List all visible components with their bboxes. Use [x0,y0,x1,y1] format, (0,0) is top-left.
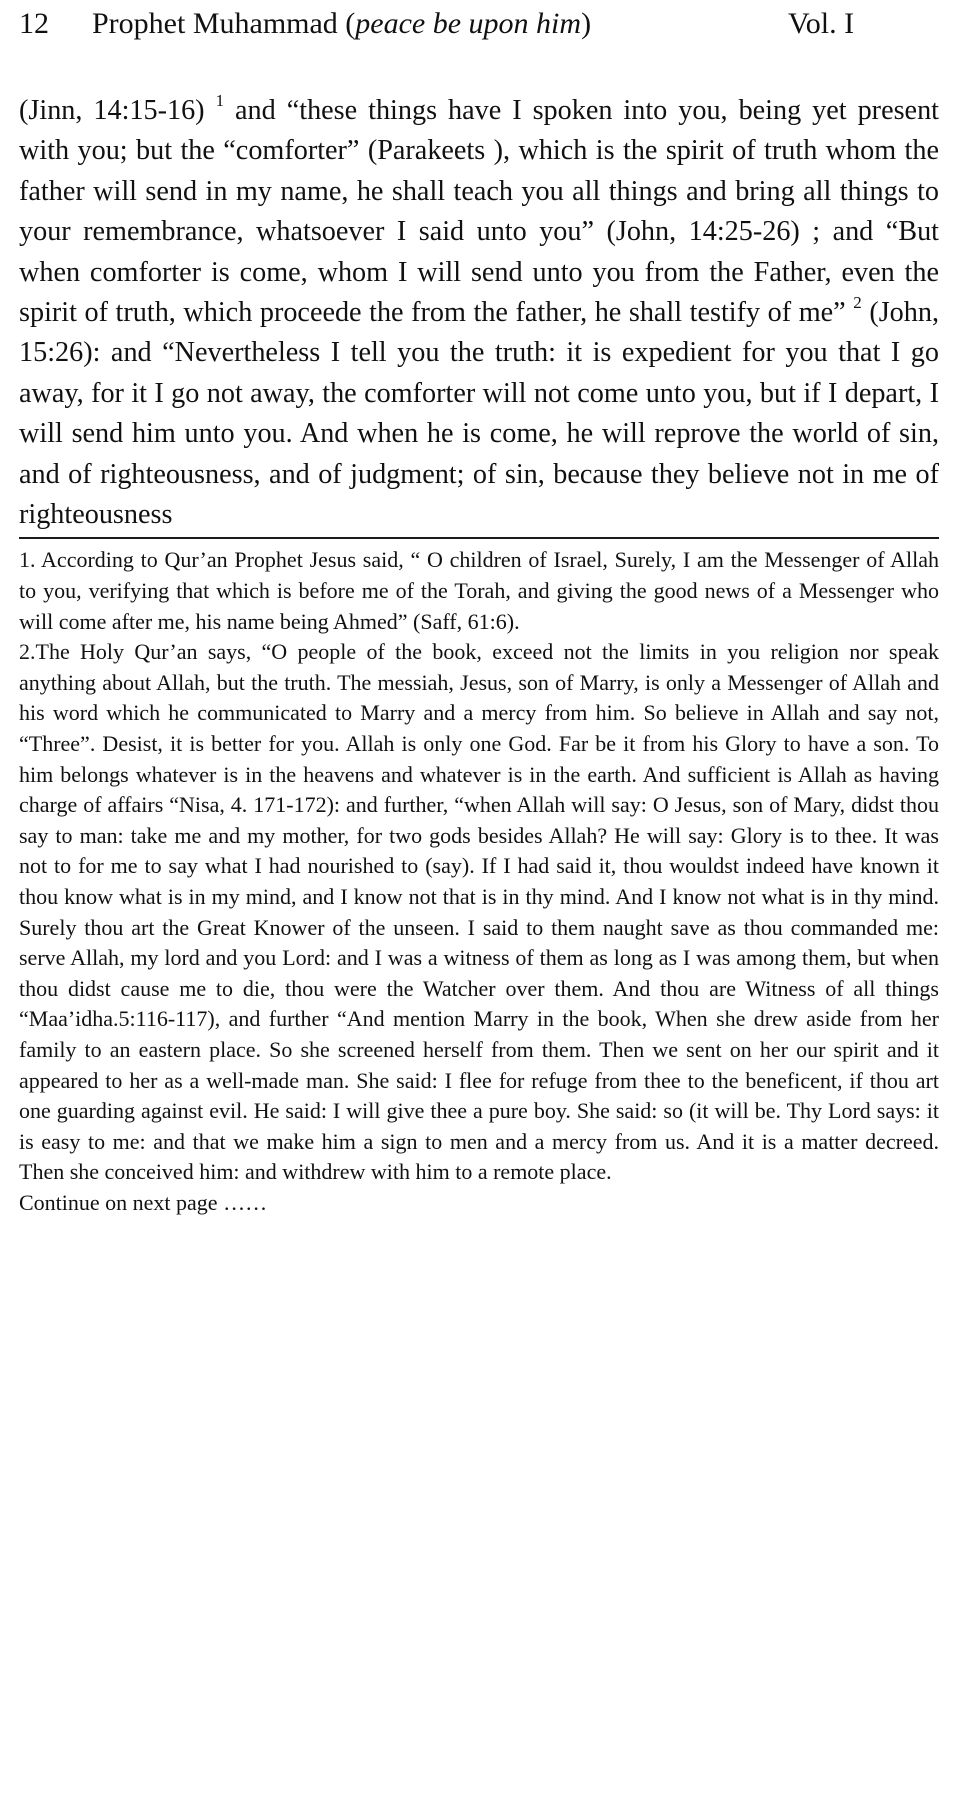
footnote-ref-1: 1 [215,90,225,110]
footnote-separator [19,537,939,539]
book-title [92,0,591,48]
book-title-start: Prophet Muhammad ( [92,7,356,40]
main-text-part-1: (Jinn, 14:15-16) [19,95,216,126]
main-text [19,91,939,535]
main-text-part-3: (John, 15:26): and “Nevertheless I tell you the truth: it is expedient for you that I go away, for it I go not away, the comforter will not come unto you, but if I depart, I will send him unto you. And when he is come, he will reprove the world of sin, and of righteousness, and of judgment; of sin, because they believe not in me of righteousness [19,297,939,531]
book-title-italic: peace be upon him [355,7,582,40]
volume-label: Vol. I [788,7,855,40]
book-title-end: ) [581,7,592,40]
footnote-1-number: 1. [19,547,36,573]
footnote-1 [19,545,939,637]
footnote-2-text: The Holy Qur’an says, “O people of the book, exceed not the limits in you religion nor speak anything about Allah, but the truth. The messiah, Jesus, son of Marry, is only a Messenger of Allah and his word which he communicated to Marry and a mercy from him. So believe in Allah and say not, “Three”. Desist, it is better for you. Allah is only one God. Far be it from his Glory to have a son. To him belongs whatever is in the heavens and whatever is in the earth. And sufficient is Allah as having charge of affairs “Nisa, 4. 171-172): and further, “when Allah will say: O Jesus, son of Mary, didst thou say to man: take me and my mother, for two gods besides Allah? He will say: Glory is to thee. It was not to for me to say what I had nourished to (say). If I had said it, thou wouldst indeed have known it thou know what is in my mind, and I know not that is in thy mind. And I know not what is in thy mind. Surely thou art the Great Knower of the unseen. I said to them naught save as thou commanded me: serve Allah, my lord and you Lord: and I was a witness of them as long as I was among them, but when thou didst cause me to die, thou were the Watcher over them. And thou are Witness of all things “Maa’idha.5:116-117), and further “And mention Marry in the book, When she drew aside from her family to an eastern place. So she screened herself from them. Then we sent on her our spirit and it appeared to her as a well-made man. She said: I flee for refuge from thee to the beneficent, if thou art one guarding against evil. He said: I will give thee a pure boy. She said: so (it will be. Thy Lord says: it is easy to me: and that we make him a sign to men and a mercy from us. And it is a matter decreed. Then she conceived him: and withdrew with him to a remote place. [19,639,939,1185]
running-header [19,0,939,48]
main-text-part-2: and “these things have I spoken into you, being yet present with you; but the “comforter” (Parakeets ), which is the spirit of truth whom the father will send in my name, he shall teach you all things and bring all things to your remembrance, whatsoever I said unto you” (John, 14:25-26) ; and “But when comforter is come, whom I will send unto you from the Father, even the spirit of truth, which proceede the from the father, he shall testify of me” [19,95,939,329]
footnote-1-text: According to Qur’an Prophet Jesus said, “ O children of Israel, Surely, I am the Messenger of Allah to you, verifying that which is before me of the Torah, and giving the good news of a Messenger who will come after me, his name being Ahmed” (Saff, 61:6). [19,547,939,634]
footnote-ref-2: 2 [853,292,862,312]
main-paragraph [19,91,939,535]
footnote-2-number: 2. [19,639,36,665]
book-page [19,0,939,1219]
page-number: 12 [19,7,49,40]
footnotes [19,545,939,1218]
continue-note: Continue on next page …… [19,1189,268,1215]
footnote-2 [19,637,939,1188]
